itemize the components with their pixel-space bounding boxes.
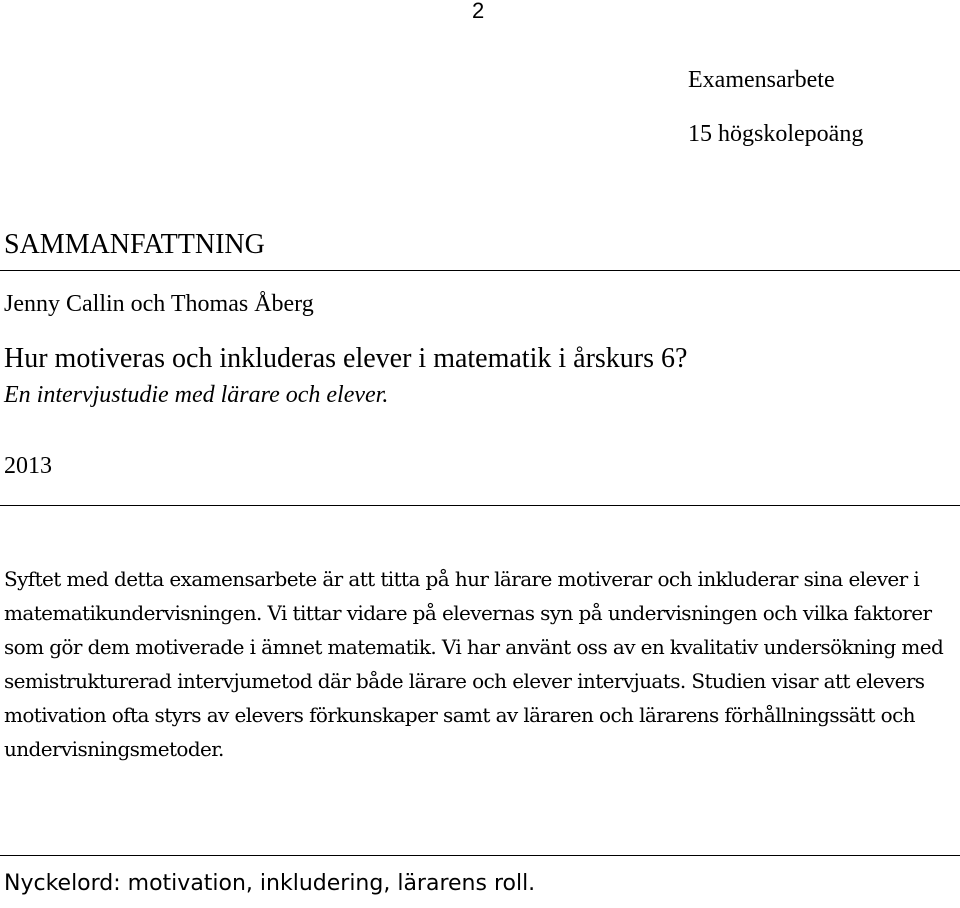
abstract-text: Syftet med detta examensarbete är att titta på hur lärare motiverar och inkluderar sina elever i matematikundervisningen. Vi tittar vidare på elevernas syn på undervisningen och vilka faktorer som gör dem motiverade i ämnet matematik. Vi har använt oss av en kvalitativ undersökning med semistrukturerad intervjumetod där både lärare och elever intervjuats. Studien visar att elevers motivation ofta styrs av elevers förkunskaper samt av läraren och lärarens förhållningssätt och undervisningsmetoder. — [4, 567, 944, 761]
course-credits: 15 högskolepoäng — [688, 121, 864, 147]
page-number: 2 — [472, 0, 485, 23]
summary-heading: SAMMANFATTNING — [4, 229, 265, 260]
year: 2013 — [4, 453, 52, 479]
divider-middle — [0, 505, 960, 506]
thesis-title: Hur motiveras och inkluderas elever i matematik i årskurs 6? — [4, 343, 688, 374]
divider-bottom — [0, 855, 960, 856]
thesis-subtitle: En intervjustudie med lärare och elever. — [4, 382, 389, 408]
course-label: Examensarbete — [688, 67, 835, 93]
keywords: Nyckelord: motivation, inkludering, lärarens roll. — [4, 871, 536, 896]
divider-top — [0, 270, 960, 271]
authors: Jenny Callin och Thomas Åberg — [4, 291, 314, 317]
